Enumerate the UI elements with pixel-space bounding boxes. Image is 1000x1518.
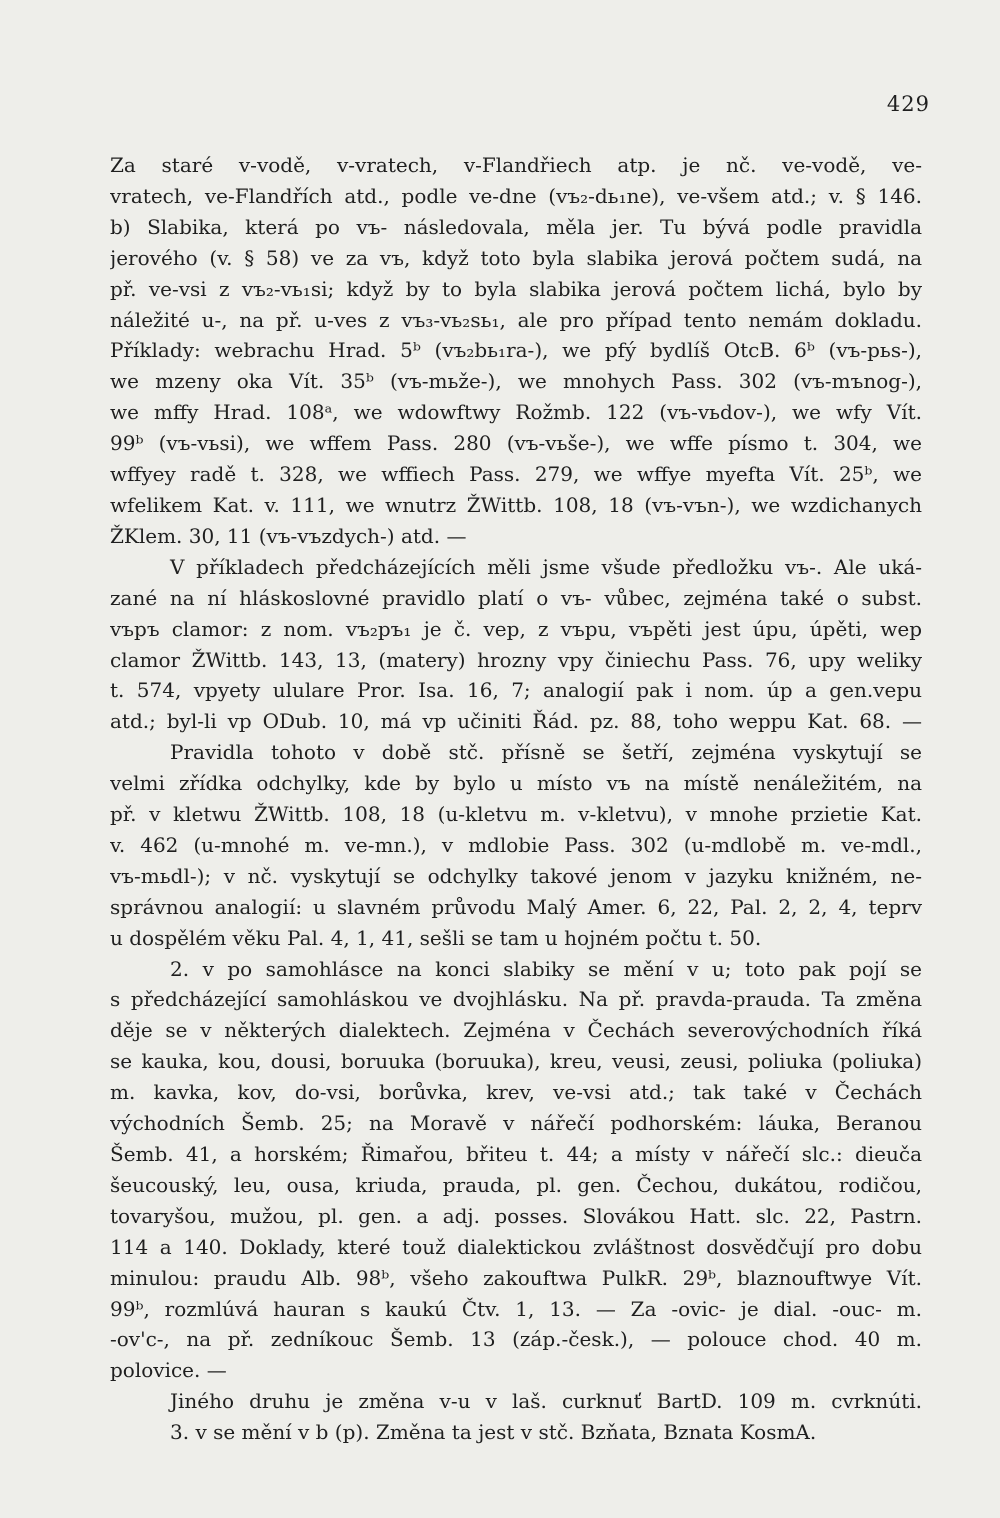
- text-line: wffyey radě t. 328, we wffiech Pass. 279, we wffye myefta Vít. 25ᵇ, we: [110, 462, 922, 487]
- text-line: t. 574, vpyety ululare Pror. Isa. 16, 7; analogií pak i nom. úp a gen.vepu: [110, 678, 922, 703]
- text-line: we mffy Hrad. 108ᵃ, we wdowftwy Rožmb. 122 (vъ-vьdov-), we wfy Vít.: [110, 400, 922, 425]
- text-line: správnou analogií: u slavném průvodu Malý Amer. 6, 22, Pal. 2, 2, 4, teprv: [110, 894, 922, 919]
- text-line: atd.; byl-li vp ODub. 10, má vp učiniti Řád. pz. 88, toho weppu Kat. 68. —: [110, 709, 922, 734]
- text-line: Pravidla tohoto v době stč. přísně se šetří, zejména vyskytují se: [170, 740, 922, 765]
- text-line: 99ᵇ (vъ-vьsi), we wffem Pass. 280 (vъ-vьše-), we wffe písmo t. 304, we: [110, 431, 922, 456]
- text-line: -ov'c-, na př. zedníkouc Šemb. 13 (záp.-česk.), — polouce chod. 40 m.: [110, 1327, 922, 1352]
- text-line: př. v kletwu ŽWittb. 108, 18 (u-kletvu m. v-kletvu), v mnohe przietie Kat.: [110, 802, 922, 827]
- text-line: Za staré v-vodě, v-vratech, v-Flandřiech atp. je nč. ve-vodě, ve-: [110, 153, 922, 177]
- text-line: se kauka, kou, dousi, boruuka (boruuka), kreu, veusi, zeusi, poliuka (poliuka): [110, 1049, 922, 1074]
- text-line: vъpъ clamor: z nom. vъ₂pъ₁ je č. vep, z vъpu, vъpěti jest úpu, úpěti, wep: [110, 616, 922, 641]
- text-line: vъ-mьdl-); v nč. vyskytují se odchylky takové jenom v jazyku knižném, ne-: [110, 863, 922, 888]
- text-line: tovaryšou, mužou, pl. gen. a adj. posses. Slovákou Hatt. slc. 22, Pastrn.: [110, 1203, 922, 1228]
- text-line: 3. v se mění v b (p). Změna ta jest v stč. Bzňata, Bznata KosmA.: [170, 1420, 817, 1445]
- text-line: jerového (v. § 58) ve za vъ, když toto byla slabika jerová počtem sudá, na: [110, 245, 922, 270]
- page-number: 429: [886, 92, 930, 116]
- text-line: we mzeny oka Vít. 35ᵇ (vъ-mьže-), we mnohych Pass. 302 (vъ-mъnog-),: [110, 369, 922, 394]
- text-line: clamor ŽWittb. 143, 13, (matery) hrozny vpy činiechu Pass. 76, upy weliky: [110, 647, 922, 672]
- text-line: vratech, ve-Flandřích atd., podle ve-dne (vъ₂-dь₁ne), ve-všem atd.; v. § 146.: [110, 183, 922, 208]
- text-line: wfelikem Kat. v. 111, we wnutrz ŽWittb. 108, 18 (vъ-vъn-), we wzdichanych: [110, 492, 922, 517]
- text-line: v. 462 (u-mnohé m. ve-mn.), v mdlobie Pass. 302 (u-mdlobě m. ve-mdl.,: [110, 832, 922, 857]
- text-line: m. kavka, kov, do-vsi, borůvka, krev, ve-vsi atd.; tak také v Čechách: [110, 1080, 922, 1105]
- text-line: 114 a 140. Doklady, které touž dialektickou zvláštnost dosvědčují pro dobu: [110, 1234, 922, 1259]
- text-line: šeucouský, leu, ousa, kriuda, prauda, pl. gen. Čechou, dukátou, rodičou,: [110, 1172, 922, 1197]
- text-line: Šemb. 41, a horském; Řimařou, břiteu t. 44; a místy v nářečí slc.: dieuča: [110, 1142, 922, 1166]
- text-line: zané na ní hláskoslovné pravidlo platí o vъ- vůbec, zejména také o subst.: [110, 585, 922, 610]
- text-line: př. ve-vsi z vъ₂-vь₁si; když by to byla slabika jerová počtem lichá, bylo by: [110, 276, 922, 301]
- text-line: velmi zřídka odchylky, kde by bylo u místo vъ na místě nenáležitém, na: [110, 771, 922, 796]
- text-line: s předcházející samohláskou ve dvojhlásku. Na př. pravda-prauda. Ta změna: [110, 987, 922, 1012]
- text-line: Jiného druhu je změna v-u v laš. curknuť BartD. 109 m. cvrknúti.: [170, 1389, 922, 1414]
- text-line: b) Slabika, která po vъ- následovala, měla jer. Tu bývá podle pravidla: [110, 214, 922, 239]
- text-line: polovice. —: [110, 1358, 227, 1383]
- text-line: ŽKlem. 30, 11 (vъ-vъzdych-) atd. —: [110, 523, 467, 548]
- text-line: 99ᵇ, rozmlúvá hauran s kaukú Čtv. 1, 13. — Za -ovic- je dial. -ouc- m.: [110, 1296, 922, 1321]
- text-line: minulou: praudu Alb. 98ᵇ, všeho zakouftwa PulkR. 29ᵇ, blaznouftwye Vít.: [110, 1265, 922, 1290]
- body-text: [110, 150, 922, 1448]
- text-line: V příkladech předcházejících měli jsme všude předložku vъ-. Ale uká-: [170, 554, 922, 579]
- text-line: děje se v některých dialektech. Zejména v Čechách severovýchodních říká: [110, 1018, 922, 1043]
- text-line: 2. v po samohlásce na konci slabiky se mění v u; toto pak pojí se: [170, 956, 922, 981]
- text-line: náležité u-, na př. u-ves z vъ₃-vь₂sь₁, ale pro případ tento nemám dokladu.: [110, 307, 922, 332]
- text-line: Příklady: webrachu Hrad. 5ᵇ (vъ₂bь₁ra-), we pfý bydlíš OtcB. 6ᵇ (vъ-pьs-),: [110, 338, 922, 363]
- text-line: u dospělém věku Pal. 4, 1, 41, sešli se tam u hojném počtu t. 50.: [110, 925, 762, 950]
- text-line: východních Šemb. 25; na Moravě v nářečí podhorském: láuka, Beranou: [110, 1111, 922, 1136]
